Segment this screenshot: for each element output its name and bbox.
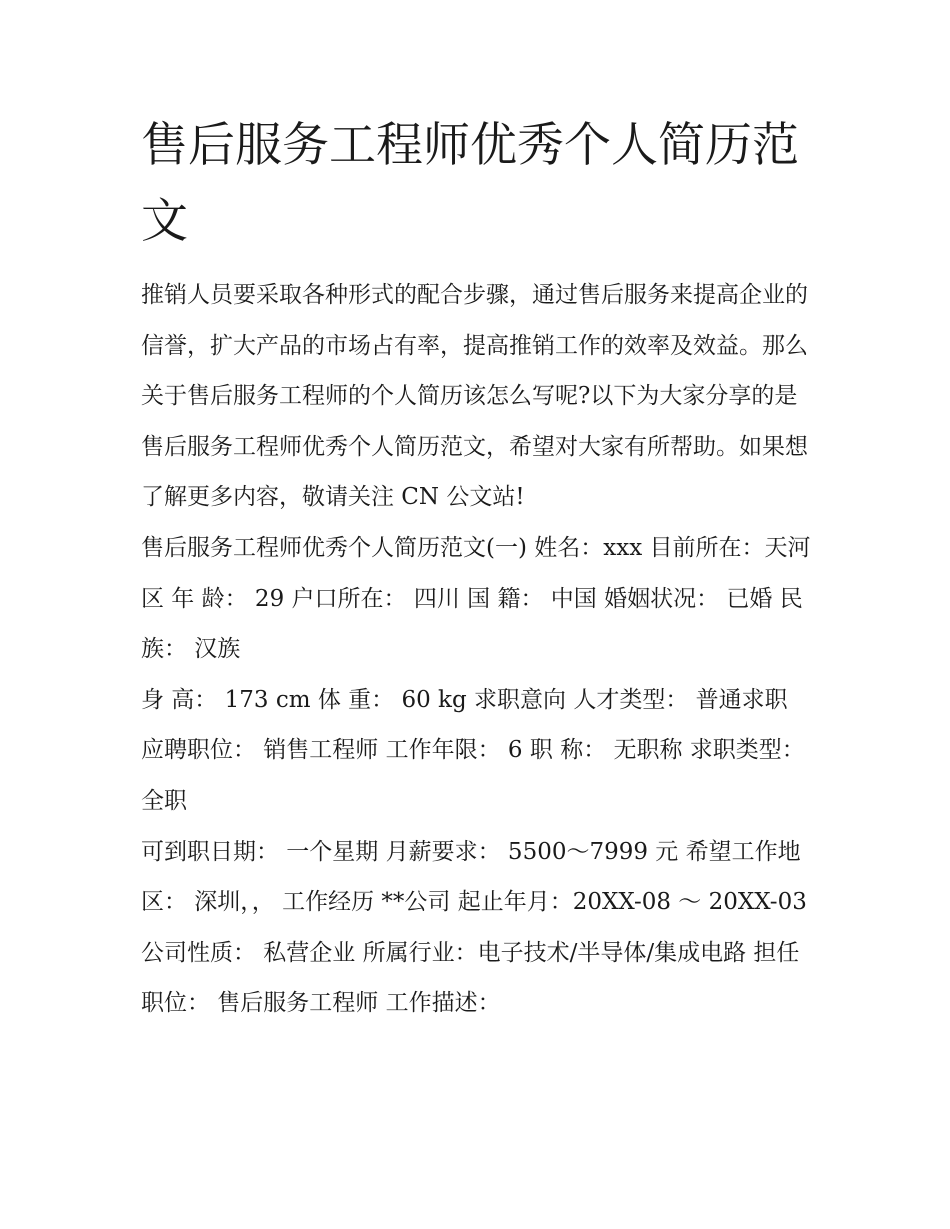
document-title: 售后服务工程师优秀个人简历范文 xyxy=(141,118,799,249)
intro-paragraph: 推销人员要采取各种形式的配合步骤，通过售后服务来提高企业的信誉，扩大产品的市场占有率，提高推销工作的效率及效益。那么关于售后服务工程师的个人简历该怎么写呢?以下为大家分享的是售后服务工程师优秀个人简历范文，希望对大家有所帮助。如果想了解更多内容，敬请关注 CN 公文站! xyxy=(141,282,808,511)
basic-info-paragraph: 售后服务工程师优秀个人简历范文(一) 姓名：xxx 目前所在：天河区 年 龄： 29 户口所在： 四川 国 籍： 中国 婚姻状况： 已婚 民 族： 汉族 xyxy=(141,534,811,663)
company-info-paragraph: 公司性质： 私营企业 所属行业：电子技术/半导体/集成电路 担任职位： 售后服务工程师 工作描述： xyxy=(141,939,800,1017)
job-intent-paragraph: 身 高： 173 cm 体 重： 60 kg 求职意向 人才类型： 普通求职 应聘职位： 销售工程师 工作年限： 6 职 称： 无职称 求职类型： 全职 xyxy=(141,686,805,814)
availability-paragraph: 可到职日期： 一个星期 月薪要求： 5500～7999 元 希望工作地区： 深圳，， 工作经历 **公司 起止年月：20XX-08 ～ 20XX-03 xyxy=(141,838,807,916)
document-page xyxy=(141,108,821,1029)
